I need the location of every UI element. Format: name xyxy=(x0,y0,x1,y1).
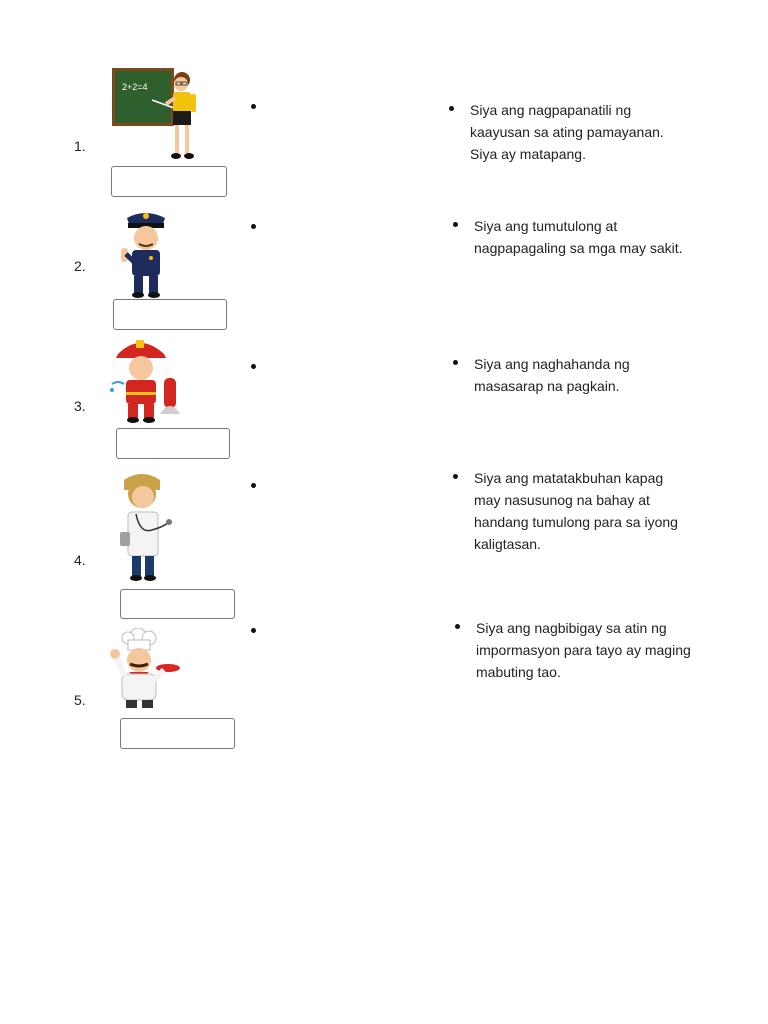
answer-field[interactable] xyxy=(120,589,235,619)
answer-input[interactable] xyxy=(117,429,229,458)
clue xyxy=(449,99,689,165)
item-number: 4. xyxy=(74,552,86,568)
teacher-icon xyxy=(110,64,210,164)
clue xyxy=(453,215,693,259)
bullet-icon xyxy=(453,360,458,365)
item-number: 1. xyxy=(74,138,86,154)
answer-field[interactable] xyxy=(116,428,230,459)
match-dot[interactable] xyxy=(251,483,256,488)
bullet-icon xyxy=(449,106,454,111)
clue-text: Siya ang matatakbuhan kapag may nasusunog na bahay at handang tumulong para sa iyong kaligtasan. xyxy=(474,470,678,552)
bullet-icon xyxy=(453,222,458,227)
clue xyxy=(455,617,695,683)
clue-text: Siya ang nagbibigay sa atin ng impormasyon para tayo ay maging mabuting tao. xyxy=(476,620,691,680)
match-dot[interactable] xyxy=(251,224,256,229)
answer-input[interactable] xyxy=(121,719,234,748)
match-dot[interactable] xyxy=(251,628,256,633)
clue xyxy=(453,467,693,555)
answer-input[interactable] xyxy=(114,300,226,329)
clue-text: Siya ang naghahanda ng masasarap na pagkain. xyxy=(474,356,630,394)
firefighter-icon xyxy=(108,332,184,424)
chef-icon xyxy=(106,628,182,712)
clue-text: Siya ang tumutulong at nagpapagaling sa mga may sakit. xyxy=(474,218,683,256)
answer-input[interactable] xyxy=(112,167,226,196)
clue-text: Siya ang nagpapanatili ng kaayusan sa ating pamayanan. Siya ay matapang. xyxy=(470,102,664,162)
police-officer-icon xyxy=(115,206,175,298)
answer-field[interactable] xyxy=(111,166,227,197)
answer-field[interactable] xyxy=(120,718,235,749)
svg-text:2+2=4: 2+2=4 xyxy=(122,82,148,92)
item-number: 2. xyxy=(74,258,86,274)
bullet-icon xyxy=(455,624,460,629)
clue xyxy=(453,353,693,397)
match-dot[interactable] xyxy=(251,364,256,369)
item-number: 3. xyxy=(74,398,86,414)
answer-input[interactable] xyxy=(121,590,234,618)
item-number: 5. xyxy=(74,692,86,708)
answer-field[interactable] xyxy=(113,299,227,330)
match-dot[interactable] xyxy=(251,104,256,109)
nurse-icon xyxy=(112,470,182,586)
bullet-icon xyxy=(453,474,458,479)
